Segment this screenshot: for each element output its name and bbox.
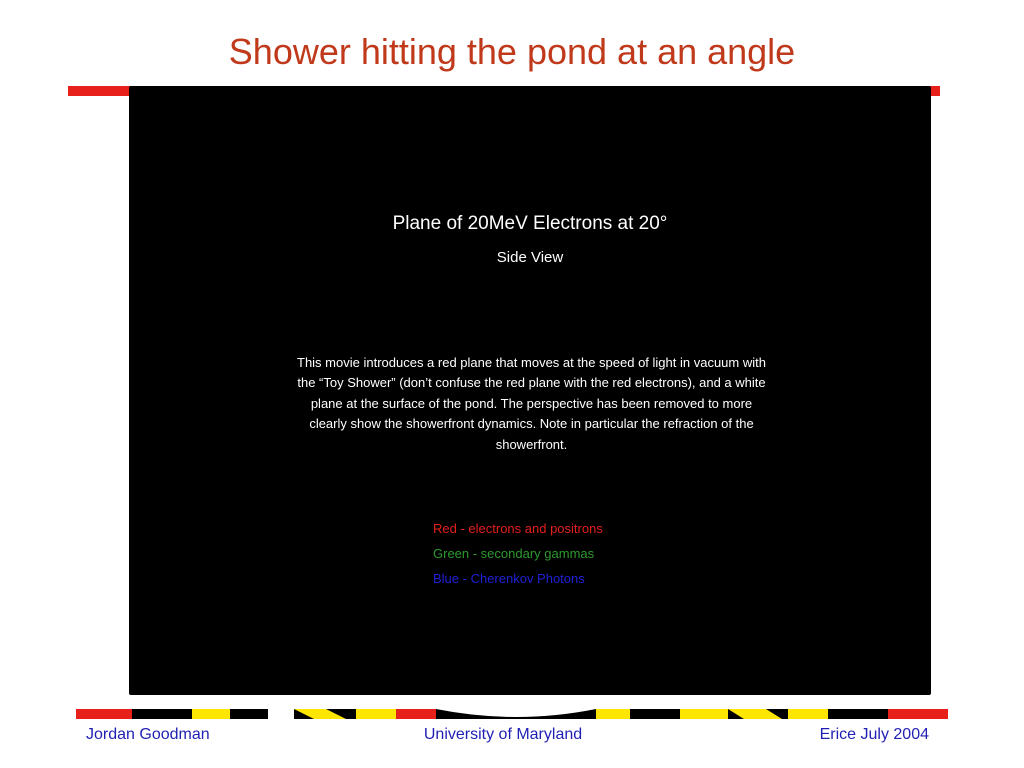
slide-title: Shower hitting the pond at an angle bbox=[228, 31, 796, 72]
video-title: Plane of 20MeV Electrons at 20° bbox=[392, 213, 668, 234]
footer-institution: University of Maryland bbox=[423, 726, 583, 743]
video-subtitle: Side View bbox=[496, 249, 564, 266]
footer-event-date: Erice July 2004 bbox=[819, 726, 929, 743]
color-legend bbox=[433, 516, 693, 591]
legend-blue: Blue - Cherenkov Photons bbox=[433, 571, 585, 586]
legend-red: Red - electrons and positrons bbox=[433, 521, 603, 536]
video-description: This movie introduces a red plane that moves at the speed of light in vacuum with the “Toy Shower” (don’t confuse the red plane with the red electrons), and a white plane at the surface of the pond. The perspective has been removed to more clearly show the showerfront dynamics. Note in particular the refraction of the showerfront. bbox=[297, 355, 766, 452]
footer-author: Jordan Goodman bbox=[86, 726, 210, 743]
legend-green: Green - secondary gammas bbox=[433, 546, 595, 561]
video-frame[interactable] bbox=[129, 86, 931, 695]
maryland-flag-stripe-bottom bbox=[76, 709, 948, 719]
